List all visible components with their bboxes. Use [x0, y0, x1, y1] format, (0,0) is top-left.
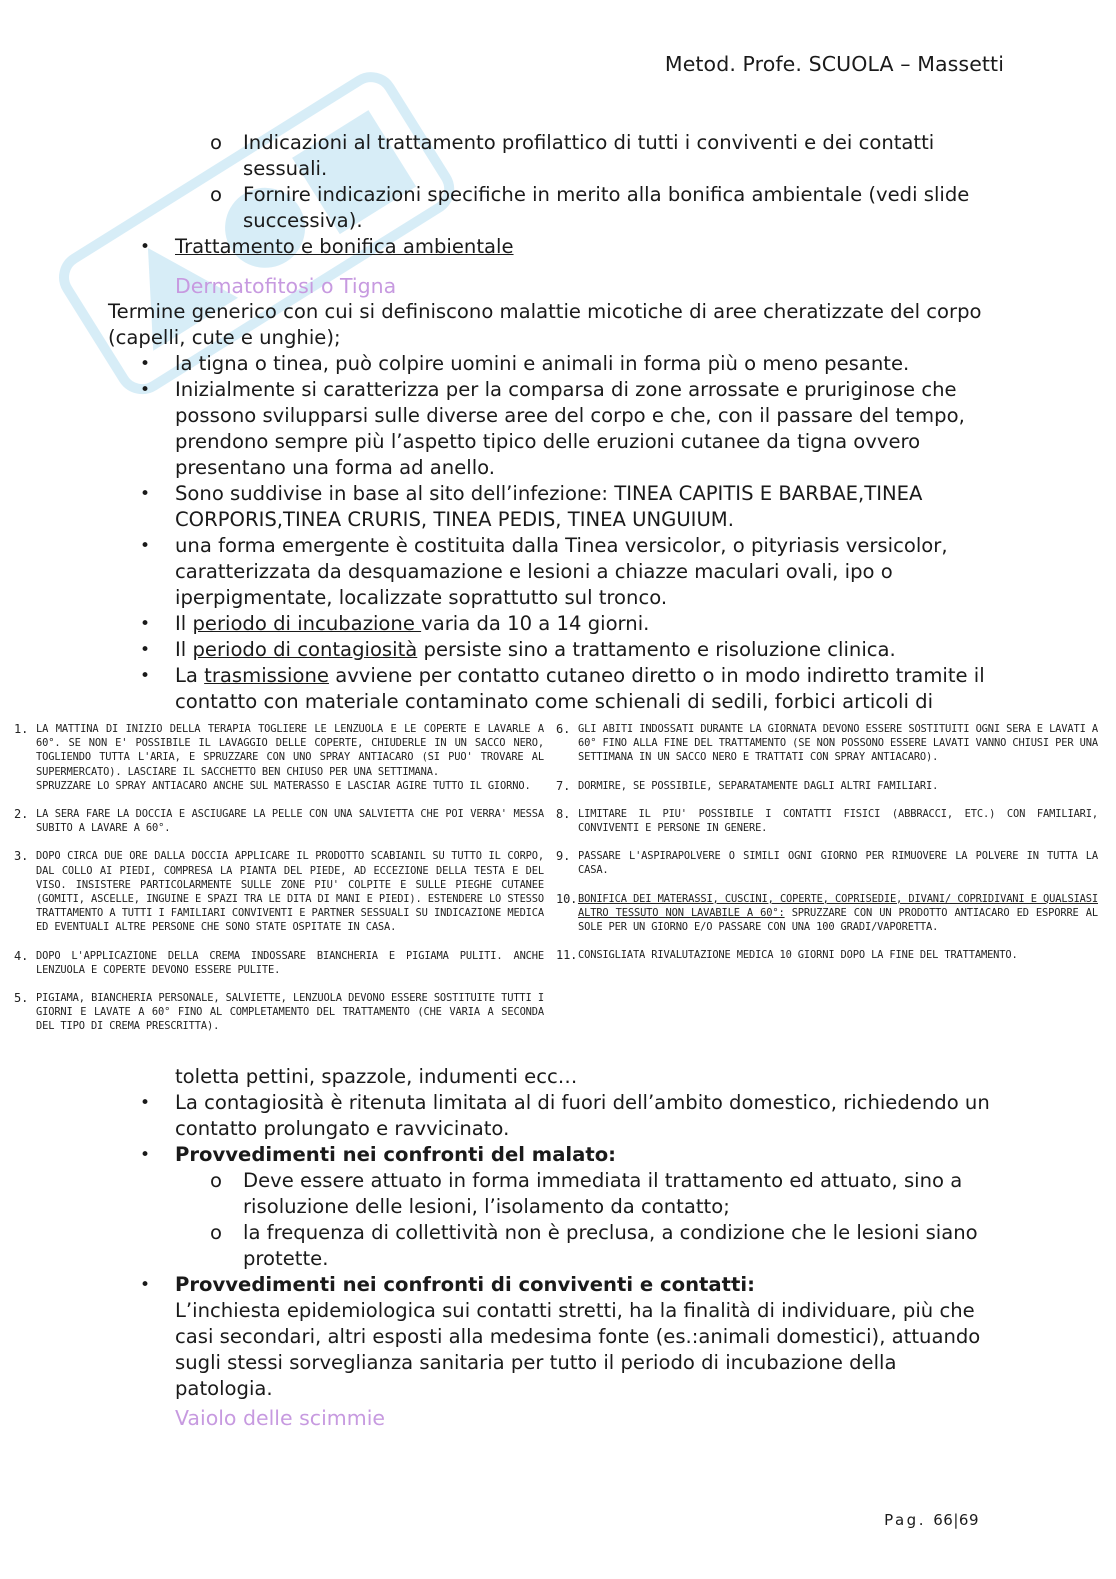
instructions-right-column: [556, 722, 1098, 976]
list-item: • La contagiosità è ritenuta limitata al di fuori dell’ambito domestico, richiedendo un contatto prolungato e ravvicinato.: [140, 1091, 990, 1140]
list-item-malato: • Provvedimenti nei confronti del malato:: [140, 1143, 617, 1166]
link-trasmissione[interactable]: trasmissione: [204, 664, 329, 687]
circle-bullet-icon: o: [210, 183, 222, 206]
section-heading-vaiolo: Vaiolo delle scimmie: [175, 1406, 386, 1430]
list-item: • una forma emergente è costituita dalla Tinea versicolor, o pityriasis versicolor, caratterizzata da desquamazione e lesioni a chiazze maculari ovali, ipo o iperpigmentate, localizzate soprattutto sul tronco.: [140, 534, 948, 609]
sub-list-item: o la frequenza di collettività non è preclusa, a condizione che le lesioni siano protette.: [210, 1221, 978, 1270]
embedded-instructions-image: [0, 722, 1116, 1072]
sub-list-item: o Deve essere attuato in forma immediata il trattamento ed attuato, sino a risoluzione delle lesioni, l’isolamento da contatto;: [210, 1169, 963, 1218]
page-total: 69: [958, 1511, 979, 1529]
instructions-left-column: [14, 722, 544, 1034]
bullet-icon: •: [140, 640, 151, 660]
instruction-item: 6. GLI ABITI INDOSSATI DURANTE LA GIORNATA DEVONO ESSERE SOSTITUITI OGNI SERA E LAVATI A 60° FINO ALLA FINE DEL TRATTAMENTO (SE NON POSSONO ESSERE LAVATI VANNO CHIUSI PER UNA SETTIMANA IN UN SACCO NERO E TRATTATI CON SPRAY ANTIACARO).: [556, 722, 1098, 764]
instruction-item: 7. DORMIRE, SE POSSIBILE, SEPARATAMENTE DAGLI ALTRI FAMILIARI.: [556, 778, 939, 793]
list-item: • Sono suddivise in base al sito dell’infezione: TINEA CAPITIS E BARBAE,TINEA CORPORIS,TINEA CRURIS, TINEA PEDIS, TINEA UNGUIUM.: [140, 482, 923, 531]
instruction-item: 10. BONIFICA DEI MATERASSI, CUSCINI, COPERTE, COPRISEDIE, DIVANI/ COPRIDIVANI E QUALSIASI ALTRO TESSUTO NON LAVABILE A 60°: SPRUZZARE CON UN PRODOTTO ANTIACARO ED ESPORRE AL SOLE PER UN GIORNO E/O PASSARE CON UNA 100 GRADI/VAPORETTA.: [556, 891, 1098, 934]
bullet-icon: •: [140, 536, 151, 556]
list-item: [0, 234, 1025, 260]
bullet-icon: •: [140, 1275, 151, 1295]
page-footer: Pag. 66|69: [884, 1511, 979, 1529]
instruction-item: 11. CONSIGLIATA RIVALUTAZIONE MEDICA 10 GIORNI DOPO LA FINE DEL TRATTAMENTO.: [556, 948, 1018, 963]
conviventi-paragraph: L’inchiesta epidemiologica sui contatti stretti, ha la finalità di individuare, più che casi secondari, altri esposti alla medesima fonte (es.:animali domestici), attuando sugli stessi sorveglianza sanitaria per tutto il periodo di incubazione della patologia.: [175, 1299, 981, 1400]
link-trattamento-bonifica[interactable]: Trattamento e bonifica ambientale: [175, 235, 514, 258]
bullet-icon: •: [140, 380, 151, 400]
bullet-icon: •: [140, 614, 151, 634]
section-heading-dermatofitosi: Dermatofitosi o Tigna: [175, 274, 397, 298]
dermato-continuation: [0, 1064, 1116, 1402]
sub-list-item: o Fornire indicazioni specifiche in merito alla bonifica ambientale (vedi slide successiva).: [210, 183, 970, 232]
instruction-item: 1. LA MATTINA DI INIZIO DELLA TERAPIA TOGLIERE LE LENZUOLA E LE COPERTE E LAVARLE A 60°. SE NON E' POSSIBILE IL LAVAGGIO DELLE COPERTE, CHIUDERLE IN UN SACCO NERO, TOGLIENDO TUTTA L'ARIA, E SPRUZZARE CON UNO SPRAY ANTIACARO (SI PUO' TROVARE AL SUPERMERCATO). LASCIARE IL SACCHETTO BEN CHIUSO PER UNA SETTIMANA.: [14, 722, 544, 778]
list-item: • la tigna o tinea, può colpire uomini e animali in forma più o meno pesante.: [140, 352, 910, 375]
list-item-conviventi: • Provvedimenti nei confronti di conviventi e contatti:: [140, 1273, 755, 1296]
sub-list-item: o Indicazioni al trattamento profilattico di tutti i conviventi e dei contatti sessuali.: [210, 131, 935, 180]
instruction-item: 8. LIMITARE IL PIU' POSSIBILE I CONTATTI FISICI (ABBRACCI, ETC.) CON FAMILIARI, CONVIVENTI E PERSONE IN GENERE.: [556, 806, 1098, 835]
top-section: [0, 130, 1116, 260]
instruction-item: 2. LA SERA FARE LA DOCCIA E ASCIUGARE LA PELLE CON UNA SALVIETTA CHE POI VERRA' MESSA SUBITO A LAVARE A 60°.: [14, 807, 544, 835]
intro-paragraph: Termine generico con cui si definiscono malattie micotiche di aree cheratizzate del corpo (capelli, cute e unghie);: [108, 300, 982, 349]
circle-bullet-icon: o: [210, 1221, 222, 1244]
link-incubazione[interactable]: periodo di incubazione: [192, 612, 422, 635]
bullet-icon: •: [140, 666, 151, 686]
bullet-icon: •: [140, 237, 151, 257]
instruction-item: 3. DOPO CIRCA DUE ORE DALLA DOCCIA APPLICARE IL PRODOTTO SCABIANIL SU TUTTO IL CORPO, DAL COLLO AI PIEDI, COMPRESA LA PIANTA DEL PIEDE, AD ECCEZIONE DELLA TESTA E DEL VISO. INSISTERE PARTICOLARMENTE SULLE ZONE PIU' COLPITE E SULLE PIEGHE CUTANEE (GOMITI, ASCELLE, INGUINE E SPAZI TRA LE DITA DI MANI E PIEDI). ESTENDERE LO STESSO TRATTAMENTO A TUTTI I FAMILIARI CONVIVENTI E PARTNER SESSUALI SU INDICAZIONE MEDICA ED EVENTUALI ALTRE PERSONE CHE SONO STATE OSPITATE IN CASA.: [14, 849, 544, 934]
list-item: • Inizialmente si caratterizza per la comparsa di zone arrossate e pruriginose che possono svilupparsi sulle diverse aree del corpo e che, con il passare del tempo, prendono sempre più l’aspetto tipico delle eruzioni cutanee da tigna ovvero presentano una forma ad anello.: [140, 378, 965, 479]
bullet-icon: •: [140, 484, 151, 504]
bullet-icon: •: [140, 1093, 151, 1113]
list-item-trasmissione: • La trasmissione avviene per contatto cutaneo diretto o in modo indiretto tramite il contatto con materiale contaminato come schienali di sedili, forbici articoli di: [140, 664, 985, 713]
continuation-text: toletta pettini, spazzole, indumenti ecc…: [175, 1065, 578, 1088]
dermato-bullets: [0, 351, 1116, 715]
list-item-contagiosita: • Il periodo di contagiosità persiste sino a trattamento e risoluzione clinica.: [140, 638, 896, 661]
list-item-incubazione: • Il periodo di incubazione varia da 10 a 14 giorni.: [140, 612, 650, 635]
bullet-icon: •: [140, 1145, 151, 1165]
page-header: Metod. Profe. SCUOLA – Massetti: [664, 52, 1004, 76]
circle-bullet-icon: o: [210, 1169, 222, 1192]
circle-bullet-icon: o: [210, 131, 222, 154]
instruction-item: SPRUZZARE LO SPRAY ANTIACARO ANCHE SUL MATERASSO E LASCIAR AGIRE TUTTO IL GIORNO.: [36, 779, 531, 792]
link-contagiosita[interactable]: periodo di contagiosità: [192, 638, 418, 661]
page-number: 66: [933, 1511, 954, 1529]
instruction-item: 9. PASSARE L'ASPIRAPOLVERE O SIMILI OGNI GIORNO PER RIMUOVERE LA POLVERE IN TUTTA LA CASA.: [556, 849, 1098, 877]
bullet-icon: •: [140, 354, 151, 374]
instruction-item: 4. DOPO L'APPLICAZIONE DELLA CREMA INDOSSARE BIANCHERIA E PIGIAMA PULITI. ANCHE LENZUOLA E COPERTE DEVONO ESSERE PULITE.: [14, 948, 544, 976]
instruction-item: 5. PIGIAMA, BIANCHERIA PERSONALE, SALVIETTE, LENZUOLA DEVONO ESSERE SOSTITUITE TUTTI I GIORNI E LAVATE A 60° FINO AL COMPLETAMENTO DEL TRATTAMENTO (CHE VARIA A SECONDA DEL TIPO DI CREMA PRESCRITTA).: [14, 991, 544, 1033]
